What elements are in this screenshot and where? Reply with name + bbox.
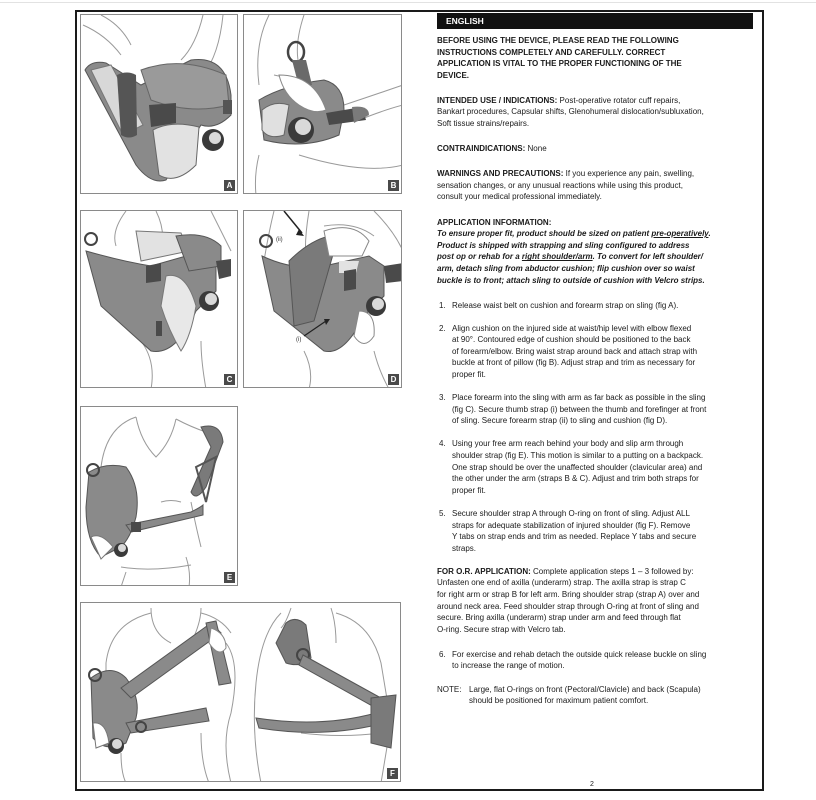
warnings-text: If you experience any pain, swelling, bbox=[563, 169, 695, 179]
step-line: shoulder strap (fig E). This motion is similar to a putting on a backpack. bbox=[452, 451, 704, 461]
sling-illustration-d-icon bbox=[244, 211, 402, 388]
intro-line: BEFORE USING THE DEVICE, PLEASE READ THE FOLLOWING bbox=[437, 36, 679, 45]
language-header: ENGLISH bbox=[437, 13, 753, 29]
step-line: (fig C). Secure thumb strap (i) between the thumb and forefinger at front bbox=[452, 404, 707, 414]
step-line: buckle at front of pillow (fig B). Adjust strap and trim as necessary for bbox=[452, 358, 696, 368]
figure-label-e: E bbox=[224, 572, 235, 583]
step-number: 5. bbox=[439, 508, 446, 518]
intro-warning bbox=[437, 35, 753, 81]
step-line: One strap should be over the unaffected shoulder (clavicular area) and bbox=[452, 462, 703, 472]
step-line: of forearm/elbow. Bring waist strap around back and attach strap with bbox=[452, 346, 698, 356]
step-2 bbox=[437, 323, 753, 381]
figure-a bbox=[80, 14, 238, 194]
figure-label-a: A bbox=[224, 180, 235, 191]
or-application-line: for right arm or strap B for left arm. Bring shoulder strap (strap A) over and bbox=[437, 589, 700, 599]
step-line: Secure shoulder strap A through O-ring on front of sling. Adjust ALL bbox=[452, 508, 690, 518]
step-6 bbox=[437, 649, 753, 672]
step-line: proper fit. bbox=[452, 485, 486, 495]
or-application-section bbox=[437, 566, 753, 636]
application-info-line: arm, detach sling from abductor cushion; flip cushion over so waist bbox=[437, 263, 695, 273]
application-info-section bbox=[437, 217, 753, 287]
step-number: 3. bbox=[439, 393, 446, 403]
pre-operatively-emphasis: pre-operatively bbox=[651, 229, 709, 239]
or-application-text: Complete application steps 1 – 3 followed by: bbox=[530, 566, 694, 576]
or-application-label: FOR O.R. APPLICATION: bbox=[437, 566, 531, 576]
warnings-label: WARNINGS AND PRECAUTIONS: bbox=[437, 169, 564, 179]
contraindications-label: CONTRAINDICATIONS: bbox=[437, 144, 526, 154]
step-line: Place forearm into the sling with arm as far back as possible in the sling bbox=[452, 393, 706, 403]
application-info-text: To ensure proper fit, product should be sized on patient bbox=[437, 229, 652, 239]
figure-e bbox=[80, 406, 238, 586]
step-line: Release waist belt on cushion and forearm strap on sling (fig A). bbox=[452, 300, 679, 310]
intended-use-section bbox=[437, 95, 753, 130]
intro-line: INSTRUCTIONS COMPLETELY AND CAREFULLY. CORRECT bbox=[437, 47, 666, 57]
step-number: 4. bbox=[439, 439, 446, 449]
note-line: should be positioned for maximum patient comfort. bbox=[469, 696, 649, 706]
figure-label-d: D bbox=[388, 374, 399, 385]
figure-d bbox=[243, 210, 402, 388]
step-4 bbox=[437, 438, 753, 496]
step-line: proper fit. bbox=[452, 370, 486, 380]
contraindications-text: None bbox=[525, 144, 547, 154]
figure-label-c: C bbox=[224, 374, 235, 385]
step-line: Using your free arm reach behind your body and slip arm through bbox=[452, 439, 684, 449]
or-application-line: O-ring. Secure strap with Velcro tab. bbox=[437, 624, 566, 634]
contraindications-section bbox=[437, 143, 753, 155]
note-section bbox=[437, 684, 753, 707]
figure-c bbox=[80, 210, 238, 388]
intended-use-line: Bankart procedures, Capsular shifts, Glenohumeral dislocation/subluxation, bbox=[437, 107, 704, 117]
application-info-text: . bbox=[708, 229, 711, 239]
step-line: straps for adequate stabilization of injured shoulder (fig F). Remove bbox=[452, 520, 691, 530]
application-info-label: APPLICATION INFORMATION: bbox=[437, 217, 552, 227]
application-info-text: post op or rehab for a bbox=[437, 252, 522, 262]
instructions-text bbox=[437, 13, 753, 707]
sling-illustration-c-icon bbox=[81, 211, 238, 388]
callout-forearm-strap-ii: (ii) bbox=[276, 237, 283, 243]
step-5 bbox=[437, 508, 753, 554]
step-1 bbox=[437, 300, 753, 312]
intended-use-text: Post-operative rotator cuff repairs, bbox=[557, 95, 681, 105]
or-application-line: Unfasten one end of axilla (underarm) strap. The axilla strap is strap C bbox=[437, 578, 686, 588]
page-number: 2 bbox=[590, 781, 594, 788]
step-line: straps. bbox=[452, 543, 477, 553]
note-label: NOTE: bbox=[437, 684, 462, 694]
step-line: Y tabs on strap ends and trim as needed. Replace Y tabs and secure bbox=[452, 532, 697, 542]
warnings-section bbox=[437, 168, 753, 203]
note-line: Large, flat O-rings on front (Pectoral/Clavicle) and back (Scapula) bbox=[469, 684, 701, 694]
sling-illustration-a-icon bbox=[81, 15, 238, 194]
application-info-text: . To convert for left shoulder/ bbox=[592, 252, 703, 262]
figure-b bbox=[243, 14, 402, 194]
step-line: of sling. Secure forearm strap (ii) to sling and cushion (fig D). bbox=[452, 416, 668, 426]
warnings-line: consult your medical professional immediately. bbox=[437, 192, 602, 202]
sling-illustration-f-icon bbox=[81, 603, 401, 782]
sling-illustration-e-icon bbox=[81, 407, 238, 586]
intro-line: DEVICE. bbox=[437, 70, 470, 80]
figure-label-b: B bbox=[388, 180, 399, 191]
figure-f bbox=[80, 602, 401, 782]
right-shoulder-emphasis: right shoulder/arm bbox=[521, 252, 593, 262]
step-line: at 90°. Contoured edge of cushion should be positioned to the back bbox=[452, 335, 691, 345]
figure-label-f: F bbox=[387, 768, 398, 779]
step-number: 2. bbox=[439, 323, 446, 333]
step-number: 1. bbox=[439, 300, 446, 310]
intended-use-label: INTENDED USE / INDICATIONS: bbox=[437, 95, 558, 105]
intended-use-line: Soft tissue strains/repairs. bbox=[437, 119, 530, 129]
step-3 bbox=[437, 392, 753, 427]
application-info-line: Product is shipped with strapping and sling configured to address bbox=[437, 240, 690, 250]
sling-illustration-b-icon bbox=[244, 15, 402, 194]
top-rule bbox=[0, 2, 816, 3]
step-number: 6. bbox=[439, 649, 446, 659]
intro-line: APPLICATION IS VITAL TO THE PROPER FUNCTIONING OF THE bbox=[437, 59, 682, 69]
step-line: to increase the range of motion. bbox=[452, 661, 565, 671]
or-application-line: around neck area. Feed shoulder strap through O-ring at front of sling and bbox=[437, 601, 699, 611]
step-line: For exercise and rehab detach the outside quick release buckle on sling bbox=[452, 649, 707, 659]
callout-thumb-strap-i: (i) bbox=[296, 337, 302, 343]
warnings-line: sensation changes, or any unusual reactions while using this product, bbox=[437, 180, 683, 190]
step-line: Align cushion on the injured side at waist/hip level with elbow flexed bbox=[452, 323, 692, 333]
step-line: the other under the arm (straps B & C). Adjust and trim both straps for bbox=[452, 474, 699, 484]
application-info-line: buckle is to front; attach sling to outside of cushion with Velcro strips. bbox=[437, 275, 705, 285]
or-application-line: secure. Bring axilla (underarm) strap under arm and feed through flat bbox=[437, 613, 681, 623]
